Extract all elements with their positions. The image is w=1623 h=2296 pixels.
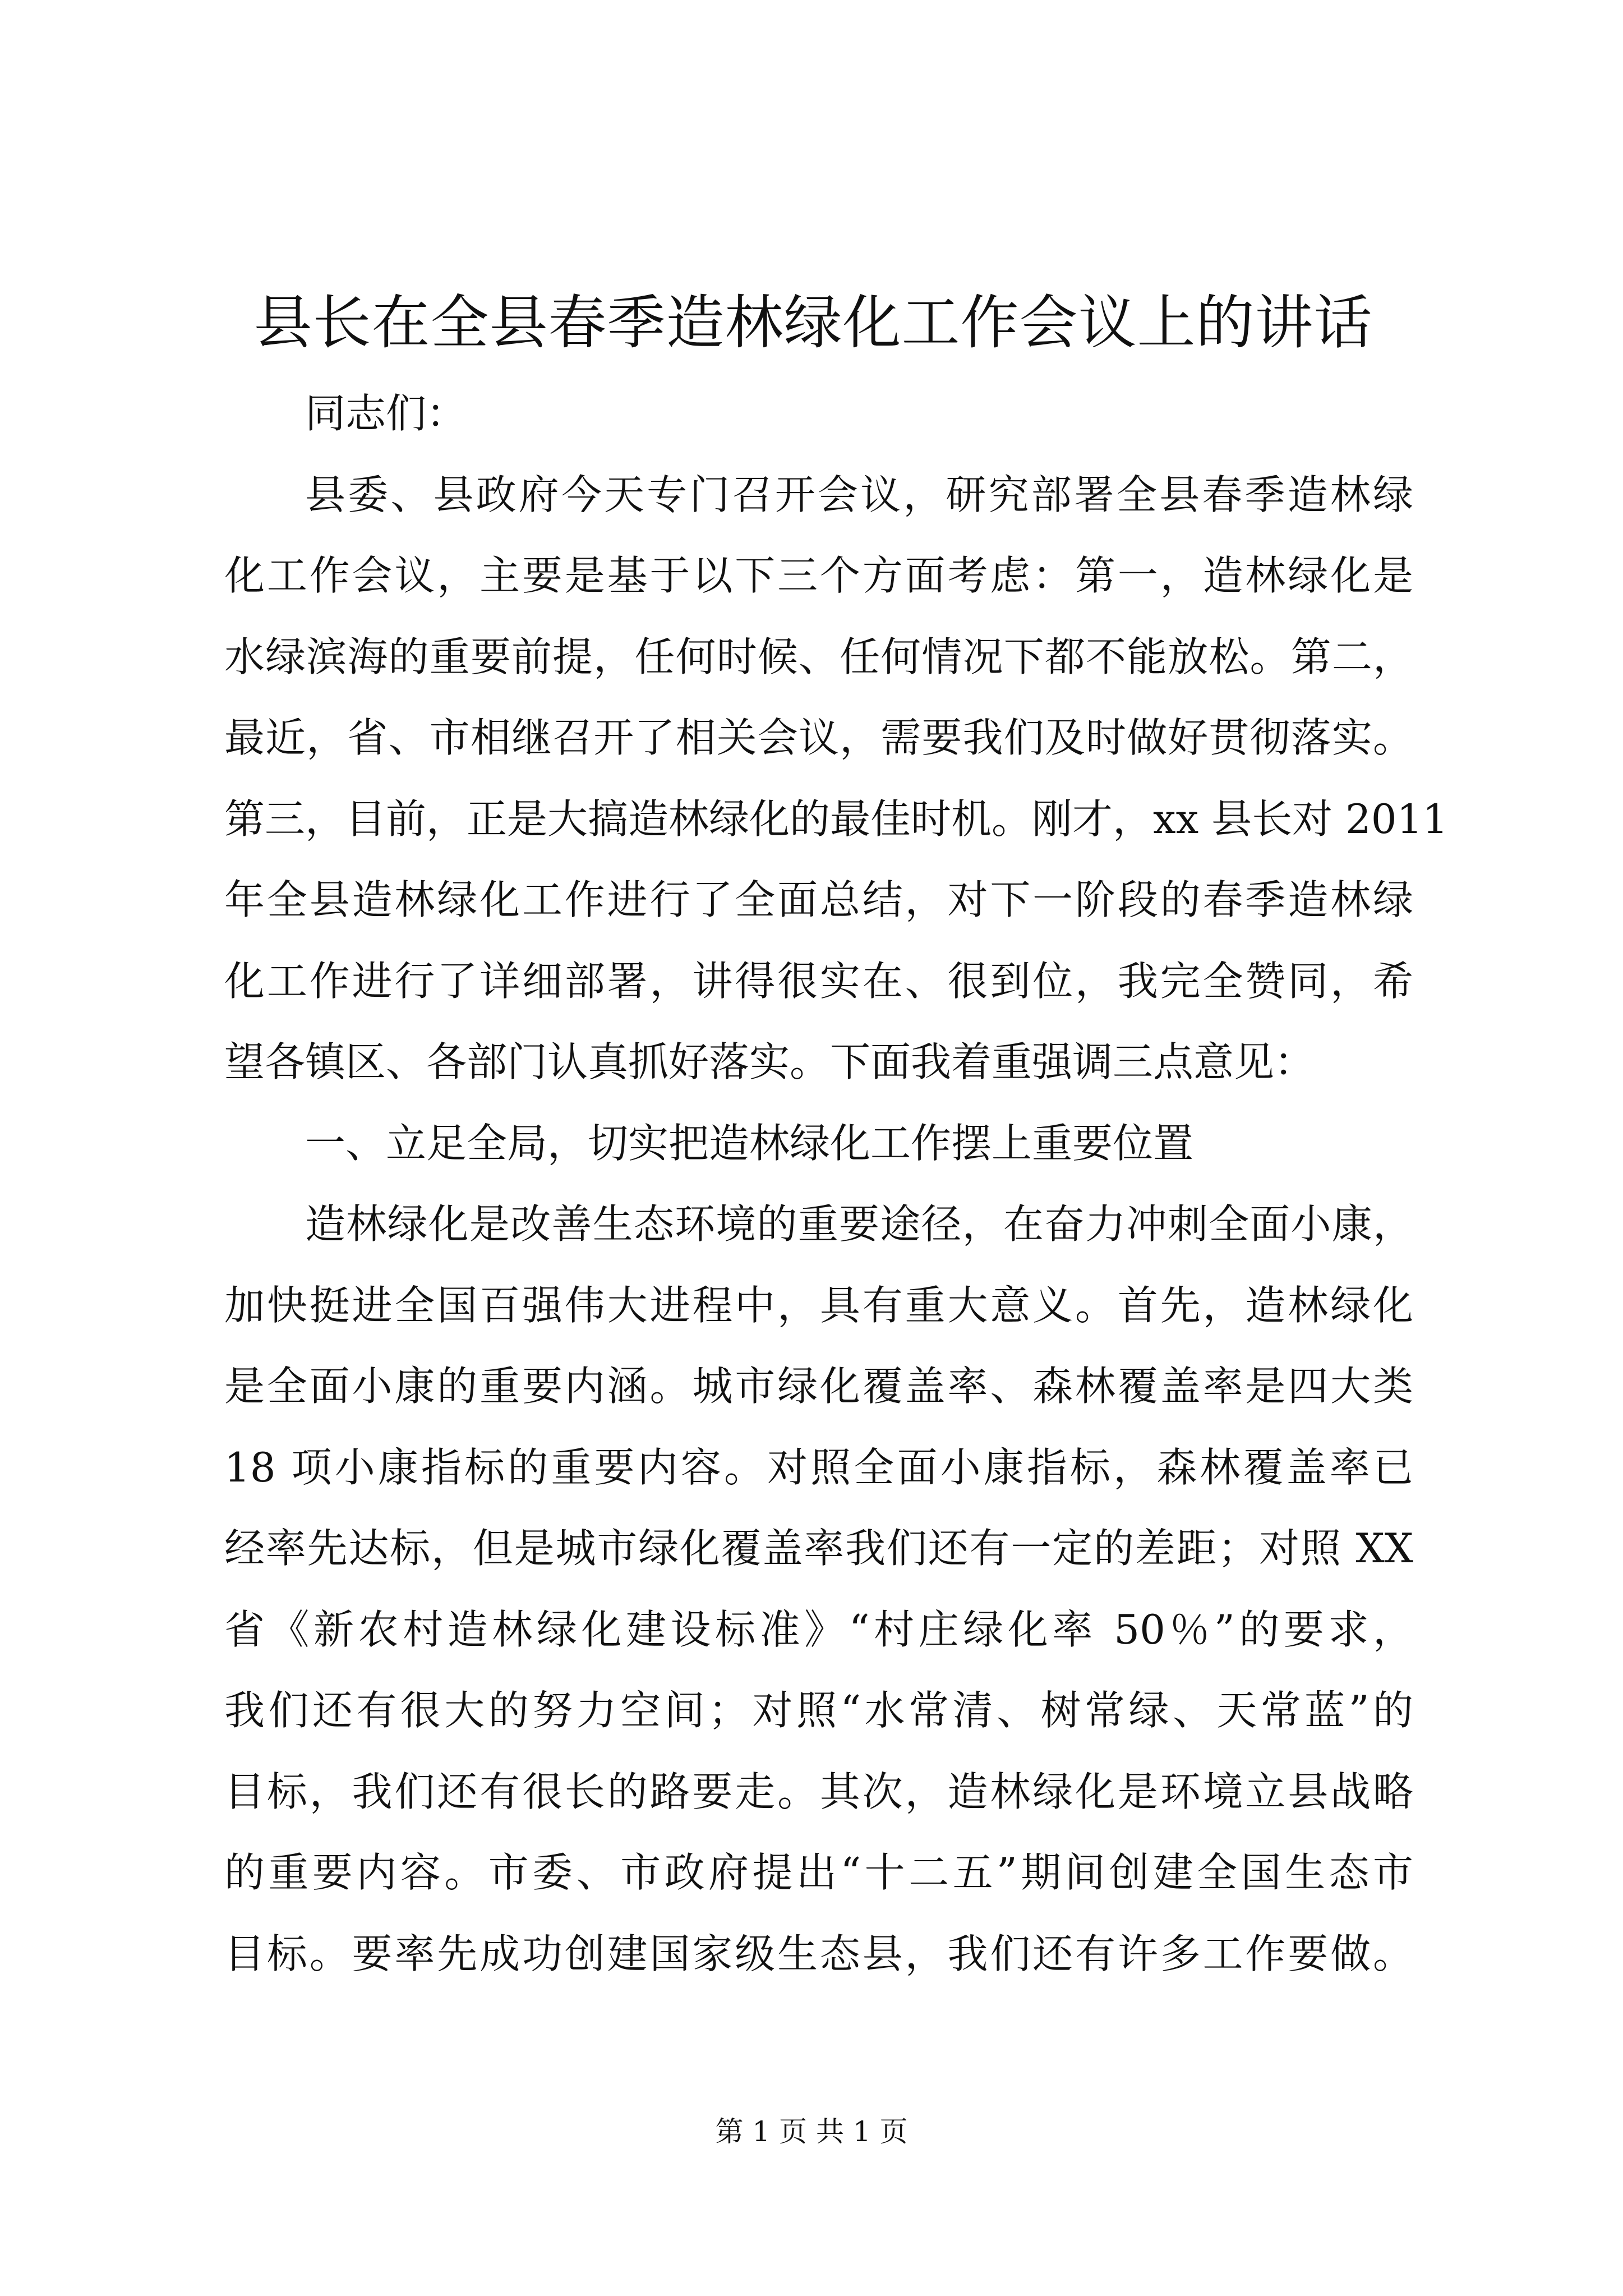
salutation-line: 同志们： (305, 390, 467, 437)
paragraph-line: 18 项小康指标的重要内容。对照全面小康指标，森林覆盖率已 (224, 1443, 1413, 1491)
paragraph-line: 县委、县政府今天专门召开会议，研究部署全县春季造林绿 (305, 471, 1413, 518)
paragraph-line: 最近，省、市相继召开了相关会议，需要我们及时做好贯彻落实。 (224, 714, 1413, 761)
paragraph-line: 经率先达标，但是城市绿化覆盖率我们还有一定的差距；对照 XX (224, 1525, 1413, 1572)
paragraph-line: 年全县造林绿化工作进行了全面总结，对下一阶段的春季造林绿 (224, 876, 1413, 923)
paragraph-line: 造林绿化是改善生态环境的重要途径，在奋力冲刺全面小康， (305, 1200, 1413, 1248)
paragraph-line: 加快挺进全国百强伟大进程中，具有重大意义。首先，造林绿化 (224, 1281, 1413, 1329)
document-body (224, 373, 1449, 1994)
paragraph-line: 目标。要率先成功创建国家级生态县，我们还有许多工作要做。 (224, 1930, 1413, 1977)
paragraph-line: 的重要内容。市委、市政府提出“十二五”期间创建全国生态市 (224, 1849, 1413, 1896)
paragraph-line: 第三，目前，正是大搞造林绿化的最佳时机。刚才，xx 县长对 2011 (224, 795, 1449, 843)
section-heading: 一、立足全局，切实把造林绿化工作摆上重要位置 (305, 1119, 1194, 1167)
paragraph-line: 省《新农村造林绿化建设标准》“村庄绿化率 50％”的要求， (224, 1605, 1413, 1653)
paragraph-line: 我们还有很大的努力空间；对照“水常清、树常绿、天常蓝”的 (224, 1687, 1413, 1734)
paragraph-line: 是全面小康的重要内涵。城市绿化覆盖率、森林覆盖率是四大类 (224, 1363, 1413, 1410)
paragraph-line: 水绿滨海的重要前提，任何时候、任何情况下都不能放松。第二， (224, 633, 1413, 680)
paragraph-line: 望各镇区、各部门认真抓好落实。下面我着重强调三点意见： (224, 1038, 1315, 1085)
document-title: 县长在全县春季造林绿化工作会议上的讲话 (253, 288, 1373, 357)
paragraph-line: 目标，我们还有很长的路要走。其次，造林绿化是环境立县战略 (224, 1768, 1413, 1815)
paragraph-line: 化工作进行了详细部署，讲得很实在、很到位，我完全赞同，希 (224, 957, 1413, 1005)
page-footer: 第 1 页 共 1 页 (715, 2115, 908, 2148)
paragraph-line: 化工作会议，主要是基于以下三个方面考虑：第一，造林绿化是 (224, 552, 1413, 599)
